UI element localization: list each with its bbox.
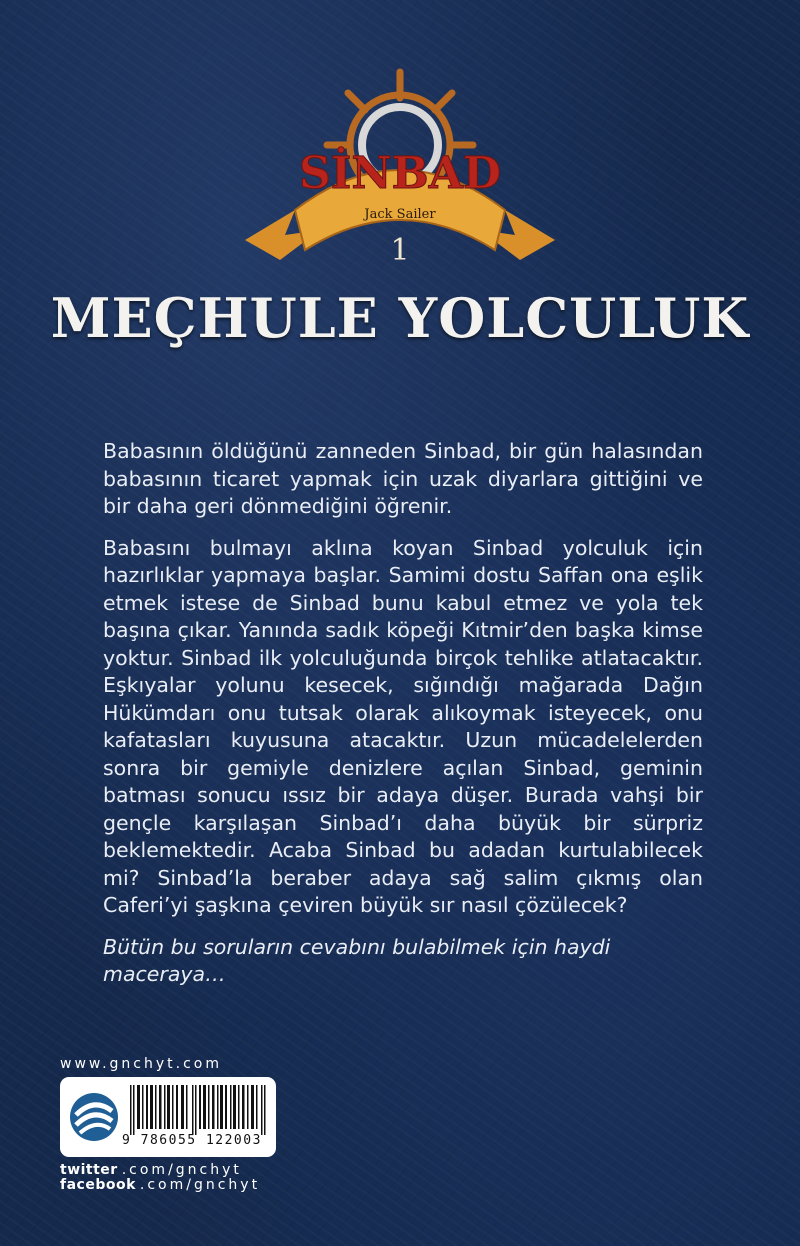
series-name: SİNBAD xyxy=(298,148,502,199)
author-name: Jack Sailer xyxy=(364,207,436,222)
publisher-website[interactable]: www.gnchyt.com xyxy=(60,1056,222,1072)
twitter-link[interactable] xyxy=(60,1162,280,1178)
back-cover-blurb xyxy=(103,438,703,1003)
barcode xyxy=(130,1085,266,1135)
facebook-link[interactable] xyxy=(60,1177,280,1193)
isbn-number: 9 786055 122003 xyxy=(122,1133,262,1148)
publisher-logo-icon xyxy=(68,1089,120,1145)
volume-number: 1 xyxy=(390,233,410,268)
twitter-handle: .com/gnchyt xyxy=(121,1162,242,1178)
series-logo xyxy=(225,60,575,275)
barcode-panel xyxy=(60,1077,276,1157)
blurb-closing: Bütün bu soruların cevabını bulabilmek için haydi maceraya… xyxy=(103,934,611,986)
blurb-paragraph: Babasını bulmayı aklına koyan Sinbad yolculuk için hazırlıklar yapmaya başlar. Samimi dostu Saffan ona eşlik etmek istese de Sinbad bunu kabul etmez ve yola tek başına çıkar. Yanında sadık köpeği Kıtmir’den başka kimse yoktur. Sinbad ilk yolculuğunda birçok tehlike atlatacaktır. Eşkıyalar yolunu kesecek, sığındığı mağarada Dağın Hükümdarı onu tutsak olarak alıkoymak isteyecek, onu kafatasları kuyusuna atacaktır. Uzun mücadelelerden sonra bir gemiyle denizlere açılan Sinbad, geminin batması sonucu ıssız bir adaya düşer. Burada vahşi bir gençle karşılaşan Sinbad’ı daha büyük bir sürpriz beklemektedir. Acaba Sinbad bu adadan kurtulabilecek mi? Sinbad’la beraber adaya sağ salim çıkmış olan Caferi’yi şaşkına çeviren büyük sır nasıl çözülecek? xyxy=(103,535,703,917)
facebook-handle: .com/gnchyt xyxy=(139,1177,261,1193)
facebook-brand: facebook xyxy=(60,1177,136,1193)
twitter-brand: twitter xyxy=(60,1162,118,1178)
blurb-paragraph: Babasının öldüğünü zanneden Sinbad, bir gün halasından babasının ticaret yapmak için uzak diyarlara gittiğini ve bir daha geri dönmediğini öğrenir. xyxy=(103,439,703,518)
book-title: MEÇHULE YOLCULUK xyxy=(50,286,750,350)
